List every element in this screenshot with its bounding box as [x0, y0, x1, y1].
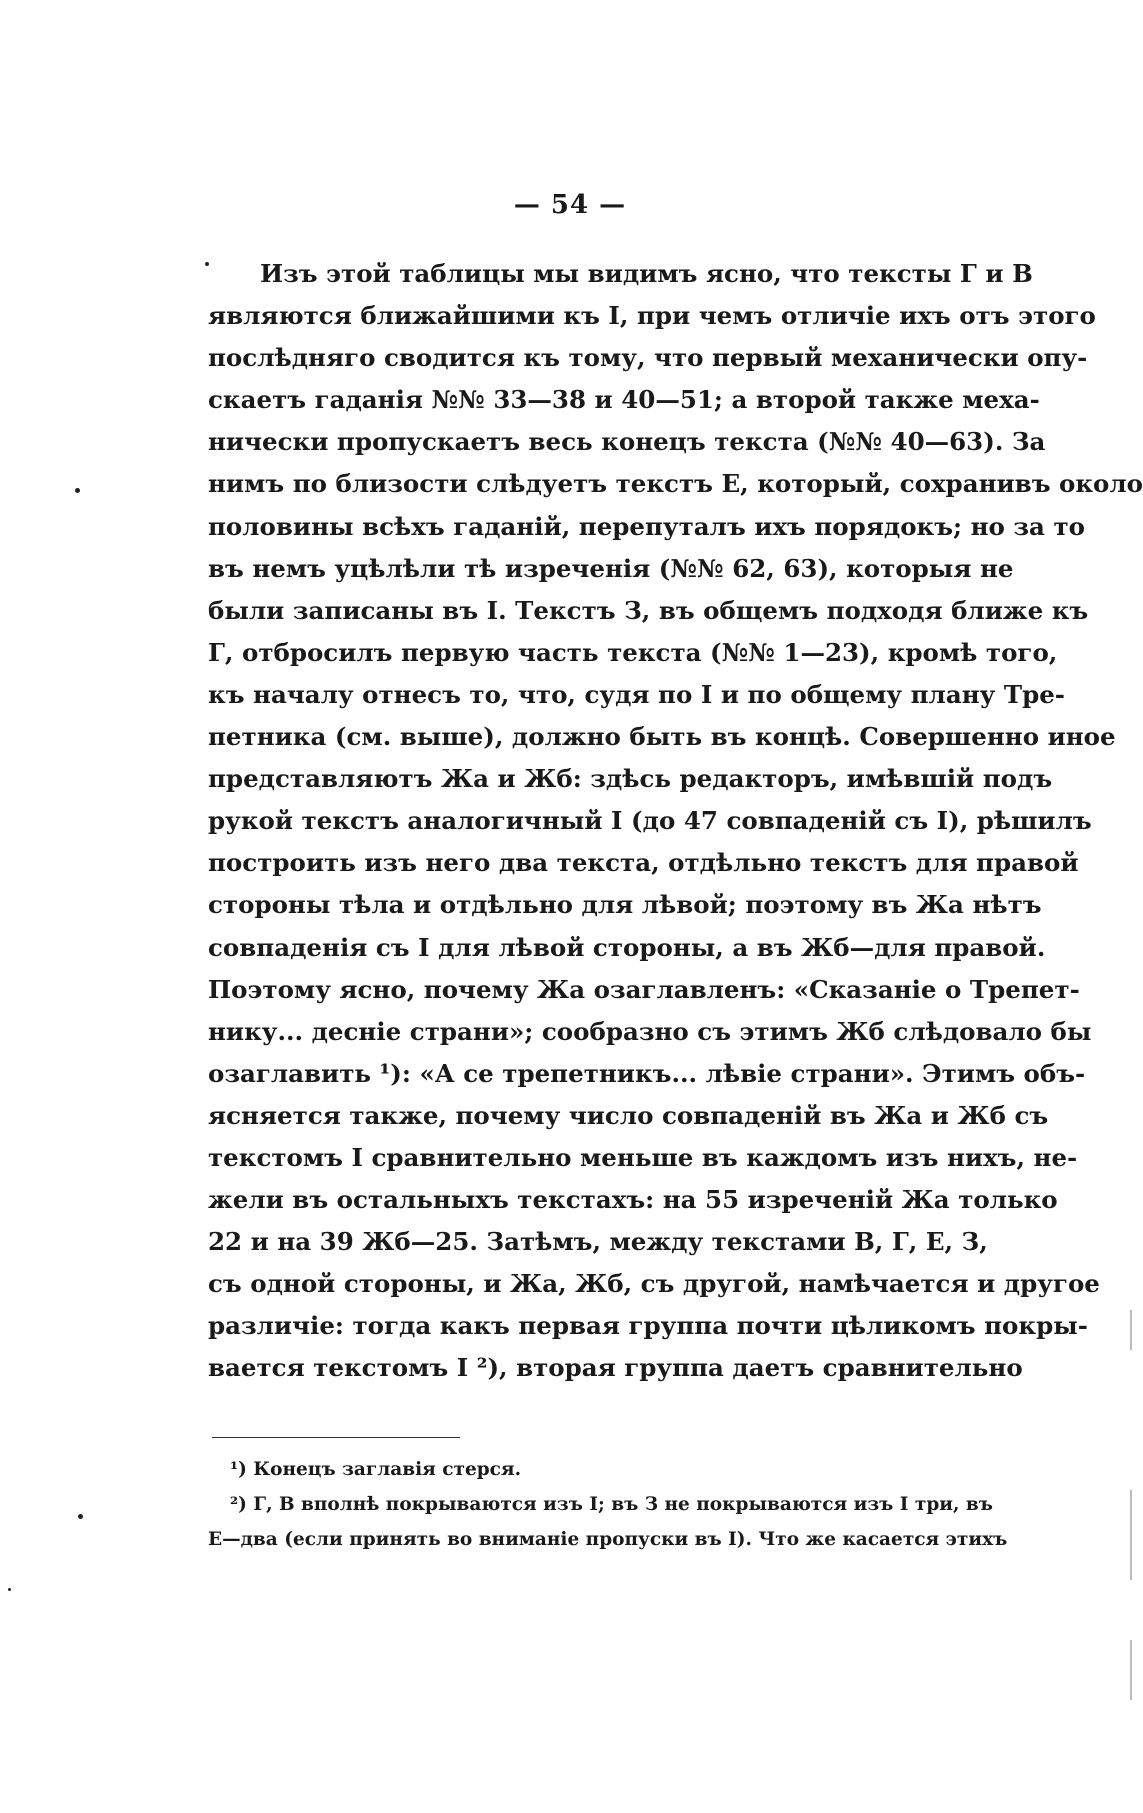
text-line: скаетъ гаданія №№ 33—38 и 40—51; а второй также меха- — [208, 385, 1040, 415]
text-line: различіе: тогда какъ первая группа почти цѣликомъ покры- — [208, 1311, 1088, 1341]
text-line: половины всѣхъ гаданій, перепуталъ ихъ порядокъ; но за то — [208, 511, 1085, 541]
scan-speck — [205, 262, 209, 266]
text-line: нику... десніе страни»; сообразно съ этимъ Жб слѣдовало бы — [208, 1016, 1092, 1046]
text-line: озаглавить ¹): «А се трепетникъ... лѣвіе страни». Этимъ объ- — [208, 1058, 1086, 1088]
text-line: петника (см. выше), должно быть въ концѣ. Совершенно иное — [208, 722, 1116, 752]
text-line: нимъ по близости слѣдуетъ текстъ Е, который, сохранивъ около — [208, 469, 1143, 499]
text-line: были записаны въ I. Текстъ З, въ общемъ подходя ближе къ — [208, 595, 1089, 625]
text-line: нически пропускаетъ весь конецъ текста (№№ 40—63). За — [208, 427, 1046, 457]
footnotes — [208, 1452, 1008, 1557]
text-line: стороны тѣла и отдѣльно для лѣвой; поэтому въ Жа нѣтъ — [208, 890, 1042, 920]
text-line: съ одной стороны, и Жа, Жб, съ другой, намѣчается и другое — [208, 1269, 1100, 1299]
text-line: въ немъ уцѣлѣли тѣ изреченія (№№ 62, 63), которыя не — [208, 553, 1014, 583]
scan-edge-line — [1130, 1640, 1132, 1700]
scan-speck — [75, 488, 80, 493]
text-line: построить изъ него два текста, отдѣльно текстъ для правой — [208, 848, 1079, 878]
text-line: являются ближайшими къ I, при чемъ отличіе ихъ отъ этого — [208, 301, 1096, 331]
footnote-2: ²) Г, В вполнѣ покрываются изъ I; въ З не покрываются изъ I три, въ — [230, 1494, 993, 1515]
text-line: 22 и на 39 Жб—25. Затѣмъ, между текстами В, Г, Е, З, — [208, 1227, 988, 1257]
page-number: — 54 — — [513, 190, 627, 220]
text-line: Поэтому ясно, почему Жа озаглавленъ: «Сказаніе о Трепет- — [208, 974, 1080, 1004]
text-line: рукой текстъ аналогичный I (до 47 совпаденій съ I), рѣшилъ — [208, 806, 1092, 836]
text-line: текстомъ I сравнительно меньше въ каждомъ изъ нихъ, не- — [208, 1142, 1078, 1172]
footnote-2-continued: Е—два (если принять во вниманіе пропуски въ I). Что же касается этихъ — [208, 1529, 1008, 1550]
text-line: представляютъ Жа и Жб: здѣсь редакторъ, имѣвшій подъ — [208, 764, 1053, 794]
footnote-1: ¹) Конецъ заглавія стерся. — [230, 1459, 522, 1480]
footnote-separator — [212, 1437, 460, 1438]
text-line: послѣдняго сводится къ тому, что первый механически опу- — [208, 343, 1088, 373]
text-line: вается текстомъ I ²), вторая группа даетъ сравнительно — [208, 1353, 1023, 1383]
scan-speck — [8, 1588, 11, 1591]
scan-edge-line — [1130, 1490, 1132, 1580]
text-line: ясняется также, почему число совпаденій въ Жа и Жб съ — [208, 1100, 1049, 1130]
body-paragraph — [208, 253, 1143, 1390]
text-line: жели въ остальныхъ текстахъ: на 55 изреченій Жа только — [208, 1185, 1058, 1215]
text-line: къ началу отнесъ то, что, судя по I и по общему плану Тре- — [208, 679, 1065, 709]
text-line: Г, отбросилъ первую часть текста (№№ 1—23), кромѣ того, — [208, 637, 1058, 667]
text-line: Изъ этой таблицы мы видимъ ясно, что тексты Г и В — [260, 259, 1033, 288]
scan-edge-line — [1130, 1310, 1132, 1350]
text-line: совпаденія съ I для лѣвой стороны, а въ Жб—для правой. — [208, 932, 1046, 962]
scan-speck — [78, 1514, 83, 1519]
